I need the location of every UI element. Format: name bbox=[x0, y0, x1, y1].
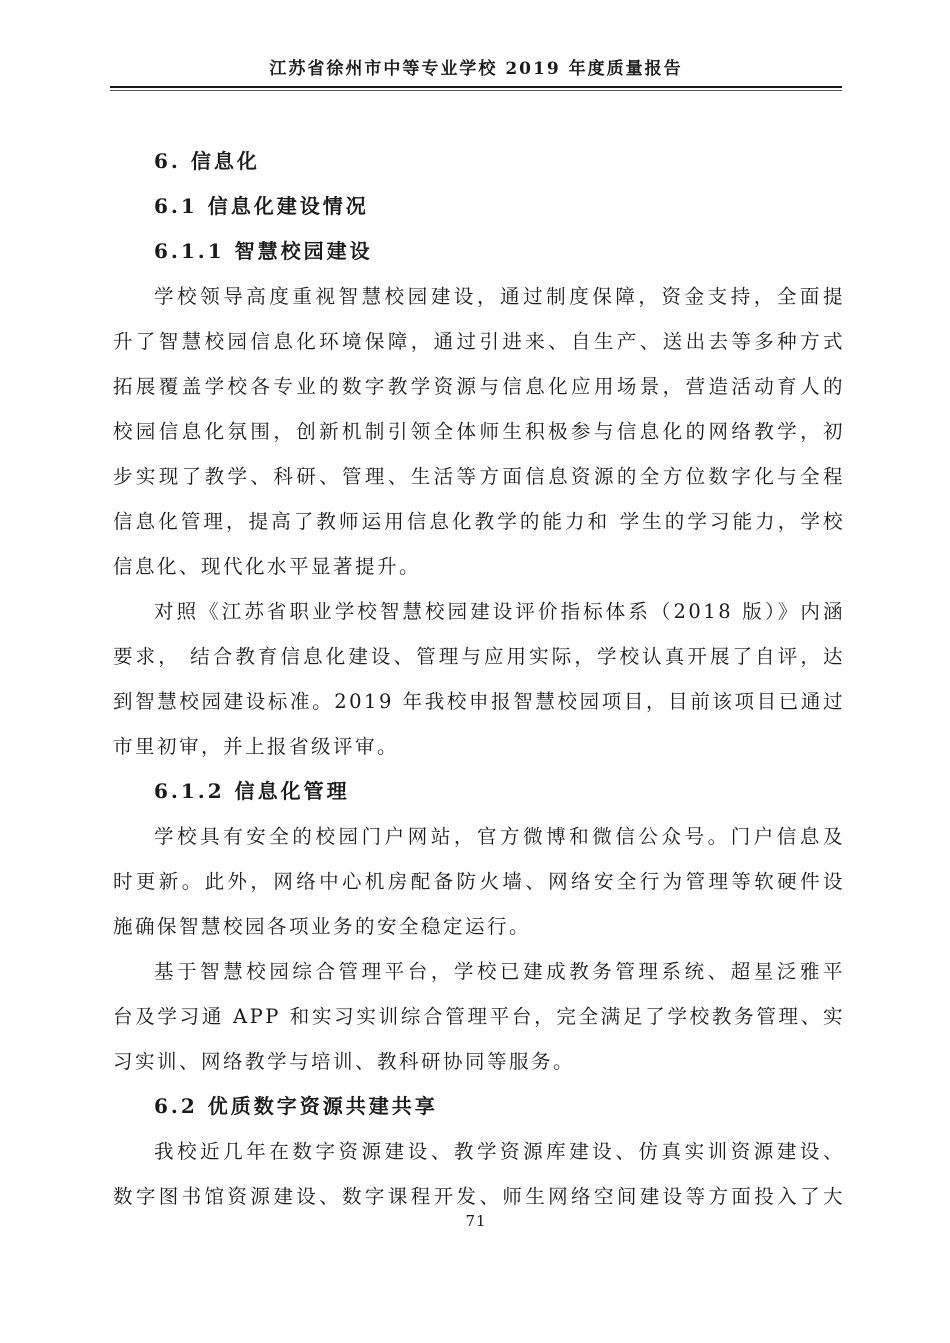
text-line: 对照《江苏省职业学校智慧校园建设评价指标体系（2018 版）》内涵 bbox=[154, 600, 845, 623]
content-area bbox=[113, 139, 845, 1219]
paragraph bbox=[113, 1129, 845, 1219]
text-line: 学校领导高度重视智慧校园建设，通过制度保障，资金支持，全面提 bbox=[154, 285, 845, 308]
page-number: 71 bbox=[465, 1212, 487, 1230]
page-header bbox=[110, 56, 842, 82]
text-line: 到智慧校园建设标准。2019 年我校申报智慧校园项目，目前该项目已通过 bbox=[113, 690, 845, 713]
paragraph bbox=[113, 949, 845, 1084]
paragraph bbox=[113, 274, 845, 589]
text-line: 学校具有安全的校园门户网站，官方微博和微信公众号。门户信息及 bbox=[154, 825, 845, 848]
section-heading: 6.1 信息化建设情况 bbox=[154, 194, 369, 218]
section-heading: 6.2 优质数字资源共建共享 bbox=[154, 1094, 438, 1118]
text-line: 市里初审，并上报省级评审。 bbox=[113, 735, 400, 758]
text-line: 步实现了教学、科研、管理、生活等方面信息资源的全方位数字化与全程 bbox=[113, 465, 845, 488]
paragraph bbox=[113, 814, 845, 949]
text-line: 拓展覆盖学校各专业的数字教学资源与信息化应用场景，营造活动育人的 bbox=[113, 375, 845, 398]
section-heading: 6.1.1 智慧校园建设 bbox=[154, 239, 373, 263]
text-line: 台及学习通 APP 和实习实训综合管理平台，完全满足了学校教务管理、实 bbox=[113, 1005, 845, 1028]
page-footer bbox=[110, 1212, 842, 1230]
header-title: 江苏省徐州市中等专业学校 2019 年度质量报告 bbox=[269, 59, 683, 79]
text-line: 基于智慧校园综合管理平台，学校已建成教务管理系统、超星泛雅平 bbox=[154, 960, 845, 983]
text-line: 校园信息化氛围，创新机制引领全体师生积极参与信息化的网络教学，初 bbox=[113, 420, 845, 443]
section-heading: 6.1.2 信息化管理 bbox=[154, 779, 350, 803]
section-heading: 6. 信息化 bbox=[154, 149, 260, 173]
text-line: 升了智慧校园信息化环境保障，通过引进来、自生产、送出去等多种方式 bbox=[113, 330, 845, 353]
text-line: 信息化、现代化水平显著提升。 bbox=[113, 555, 422, 578]
text-line: 要求， 结合教育信息化建设、管理与应用实际，学校认真开展了自评，达 bbox=[113, 645, 845, 668]
text-line: 时更新。此外，网络中心机房配备防火墙、网络安全行为管理等软硬件设 bbox=[113, 870, 845, 893]
text-line: 习实训、网络教学与培训、教科研协同等服务。 bbox=[113, 1050, 576, 1073]
text-line: 数字图书馆资源建设、数字课程开发、师生网络空间建设等方面投入了大 bbox=[113, 1185, 845, 1208]
text-line: 施确保智慧校园各项业务的安全稳定运行。 bbox=[113, 915, 532, 938]
header-rule-divider bbox=[110, 86, 842, 91]
text-line: 信息化管理，提高了教师运用信息化教学的能力和 学生的学习能力，学校 bbox=[113, 510, 845, 533]
paragraph bbox=[113, 589, 845, 769]
text-line: 我校近几年在数字资源建设、教学资源库建设、仿真实训资源建设、 bbox=[154, 1140, 845, 1163]
